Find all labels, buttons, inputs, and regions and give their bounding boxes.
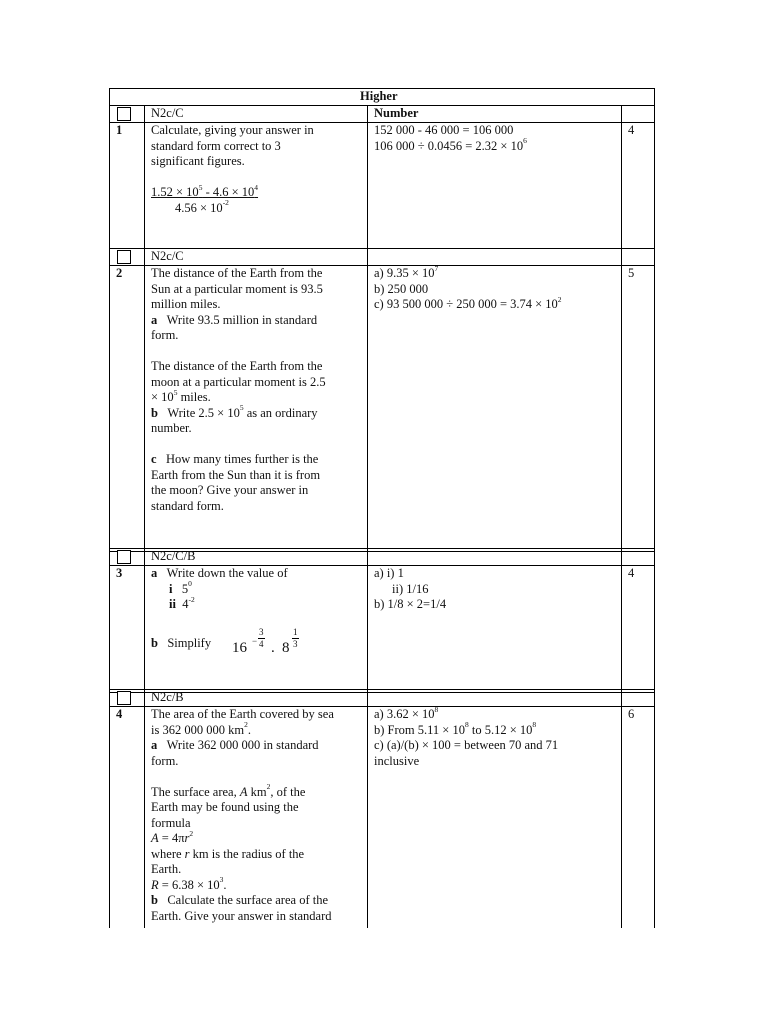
- text-line: Earth. Give your answer in standard: [151, 908, 332, 923]
- question-code: N2c/B: [151, 690, 184, 704]
- text-line: the moon? Give your answer in: [151, 483, 309, 497]
- answer-line: a) $3.62 \times 10^8$: [374, 704, 439, 721]
- text-line: million miles.: [151, 297, 221, 311]
- answer-line: c) 93 500 000 ÷ 250 $000 = 3.74 \times 10^2$: [374, 294, 562, 311]
- page-title: Higher: [360, 89, 398, 103]
- row-rule: [109, 689, 655, 690]
- row-rule: [109, 692, 655, 693]
- part-b: b Calculate the surface area of the: [151, 893, 328, 907]
- text-line: is 362 000 000 $km^2$.: [151, 720, 251, 737]
- answer-text: [374, 263, 562, 313]
- text-line: Earth may be found using the: [151, 800, 299, 814]
- question-text: [151, 123, 314, 216]
- minus-sign: −: [252, 636, 258, 646]
- answer-line: b) 1/8 × 2=1/4: [374, 597, 447, 611]
- text-line: The area of the Earth covered by sea: [151, 707, 334, 721]
- exponent-numerator: 3: [259, 627, 264, 637]
- part-c: c How many times further is the: [151, 452, 319, 466]
- part-a: a Write 362 000 000 in standard: [151, 738, 319, 752]
- question-number: 3: [116, 566, 123, 580]
- text-line: form.: [151, 328, 179, 342]
- formula: $A = 4\pi r^2$: [151, 828, 194, 845]
- text-line: form.: [151, 753, 179, 768]
- multiply-dot: .: [271, 640, 275, 656]
- text-line: where r km is the radius of the: [151, 846, 305, 861]
- fraction-numerator: $1.52 \times 10^5 - 4.6 \times 10^4$: [151, 182, 259, 199]
- answer-line: ii) 1/16: [392, 581, 429, 596]
- column-rule-2: [367, 105, 368, 928]
- question-number: 2: [116, 266, 123, 280]
- text-line: The surface area, A $km^2$, of the: [151, 782, 306, 799]
- checkbox-q4[interactable]: [117, 691, 131, 705]
- answer-line: c) (a)/(b) × 100 = between 70 and 71: [374, 738, 559, 752]
- question-code: N2c/C: [151, 106, 184, 120]
- text-line: moon at a particular moment is 2.5: [151, 374, 326, 389]
- answer-text: [374, 566, 446, 613]
- fraction-denominator: $4.56 \times 10^{-2}$: [175, 198, 229, 215]
- text-line: standard form.: [151, 498, 224, 513]
- text-line: significant figures.: [151, 154, 245, 168]
- marks: 6: [628, 707, 635, 721]
- row-rule: [109, 248, 655, 249]
- part-b: b Simplify: [151, 636, 212, 650]
- exponent-denominator: 3: [293, 639, 298, 649]
- question-text: [151, 566, 288, 613]
- text-line: number.: [151, 421, 192, 435]
- exponent-denominator: 4: [259, 639, 264, 649]
- marks: 4: [628, 123, 635, 137]
- answer-line: a) i) 1: [374, 566, 404, 580]
- checkbox-q3[interactable]: [117, 550, 131, 564]
- table-border-left: [109, 88, 110, 928]
- question-text: [151, 266, 326, 514]
- part-a: a Write 93.5 million in standard: [151, 312, 318, 327]
- text-line: Earth.: [151, 862, 182, 876]
- radius-value: $R = 6.38 \times 10^3$.: [151, 875, 227, 892]
- table-border-right: [654, 88, 655, 928]
- part-a-ii: ii $4^{-2}$: [169, 594, 195, 611]
- text-line: The distance of the Earth from the: [151, 359, 323, 373]
- answer-line: b) From $5.11 \times 10^8$ to $5.12 \times 10^8$: [374, 720, 537, 737]
- question-number: 4: [116, 707, 123, 721]
- text-line: standard form correct to 3: [151, 138, 281, 153]
- answer-line: 152 000 - 46 000 = 106 000: [374, 123, 514, 137]
- index-base: 8: [282, 640, 290, 656]
- text-line: formula: [151, 815, 191, 830]
- answer-text: [374, 123, 527, 154]
- answer-line: 106 $000 \div 0.0456 = 2.32 \times 10^6$: [374, 136, 527, 153]
- question-text: [151, 707, 334, 924]
- answer-text: [374, 704, 559, 769]
- column-rule-3: [621, 105, 622, 928]
- text-line: Sun at a particular moment is 93.5: [151, 281, 323, 296]
- question-code: N2c/C/B: [151, 549, 196, 563]
- answer-line: inclusive: [374, 753, 420, 768]
- marks: 4: [628, 566, 635, 580]
- checkbox-q2[interactable]: [117, 250, 131, 264]
- topic-heading: Number: [374, 106, 419, 120]
- answer-line: a) $9.35 \times 10^7$: [374, 263, 439, 280]
- marks: 5: [628, 266, 635, 280]
- part-a-i: i $5^0$: [169, 579, 192, 596]
- text-line: Calculate, giving your answer in: [151, 123, 314, 137]
- question-number: 1: [116, 123, 123, 137]
- text-line: The distance of the Earth from the: [151, 266, 323, 280]
- index-base: 16: [232, 640, 247, 656]
- part-b: b Write $2.5 \times 10^5$ as an ordinary: [151, 403, 318, 420]
- question-code: N2c/C: [151, 249, 184, 263]
- column-rule-1: [144, 105, 145, 928]
- text-line: × $10^5$ miles.: [151, 387, 211, 404]
- answer-line: b) 250 000: [374, 281, 429, 296]
- text-line: Earth from the Sun than it is from: [151, 467, 321, 482]
- part-a: a Write down the value of: [151, 566, 288, 580]
- checkbox-q1[interactable]: [117, 107, 131, 121]
- exponent-numerator: 1: [293, 627, 298, 637]
